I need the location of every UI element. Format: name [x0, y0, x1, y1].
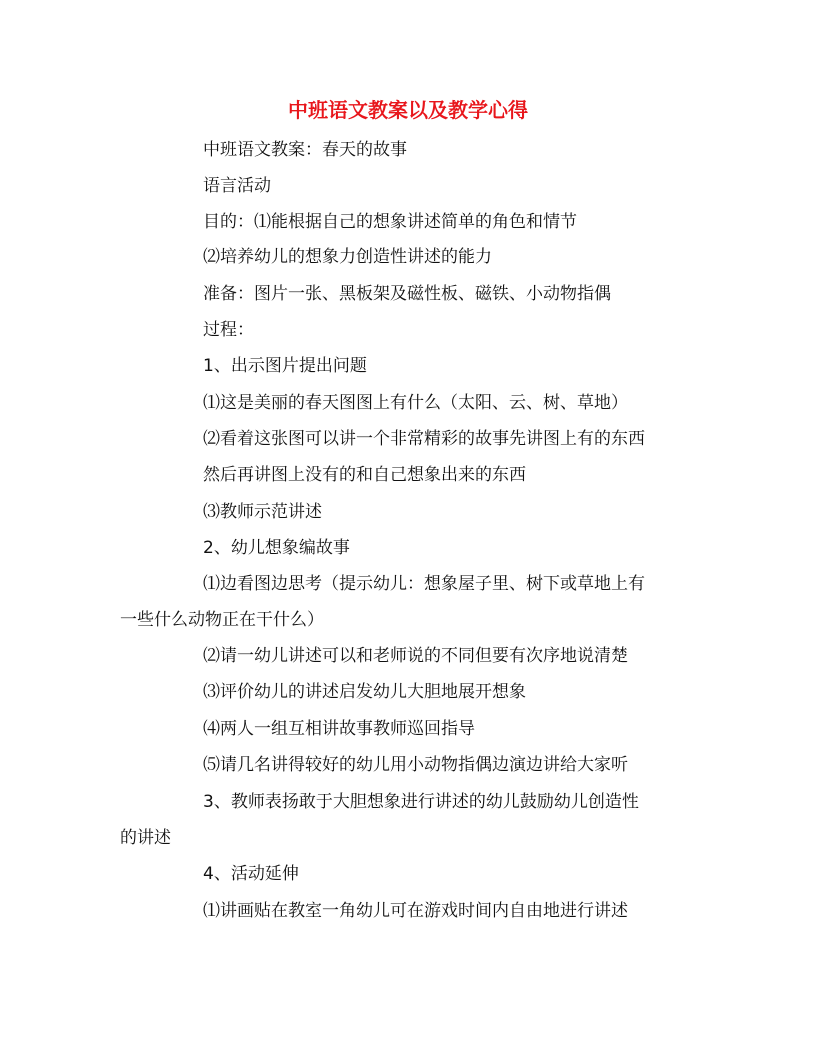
text-line: ⑷两人一组互相讲故事教师巡回指导	[203, 719, 475, 739]
text-line: ⑵看着这张图可以讲一个非常精彩的故事先讲图上有的东西	[203, 429, 645, 449]
text-line: ⑴这是美丽的春天图图上有什么（太阳、云、树、草地）	[203, 393, 628, 413]
section-heading: 3、教师表扬敢于大胆想象进行讲述的幼儿鼓励幼儿创造性	[203, 792, 639, 812]
text-line: ⑴边看图边思考（提示幼儿：想象屋子里、树下或草地上有	[203, 574, 645, 594]
section-heading: 2、幼儿想象编故事	[203, 538, 350, 558]
text-line: ⑵培养幼儿的想象力创造性讲述的能力	[203, 247, 492, 267]
document-title: 中班语文教案以及教学心得	[288, 98, 528, 122]
section-heading: 1、出示图片提出问题	[203, 356, 367, 376]
text-line: 准备：图片一张、黑板架及磁性板、磁铁、小动物指偶	[203, 284, 611, 304]
text-line: 的讲述	[120, 828, 171, 848]
text-line: ⑴讲画贴在教室一角幼儿可在游戏时间内自由地进行讲述	[203, 901, 628, 921]
text-line: 一些什么动物正在干什么）	[120, 610, 324, 630]
text-line: ⑶教师示范讲述	[203, 502, 322, 522]
text-line: ⑶评价幼儿的讲述启发幼儿大胆地展开想象	[203, 682, 526, 702]
text-line: 语言活动	[203, 176, 271, 196]
text-line: ⑵请一幼儿讲述可以和老师说的不同但要有次序地说清楚	[203, 646, 628, 666]
text-line: 目的：⑴能根据自己的想象讲述简单的角色和情节	[203, 212, 577, 232]
section-heading: 4、活动延伸	[203, 864, 299, 884]
text-line: 中班语文教案：春天的故事	[203, 140, 407, 160]
text-line: 然后再讲图上没有的和自己想象出来的东西	[203, 465, 526, 485]
text-line: 过程：	[203, 320, 254, 340]
text-line: ⑸请几名讲得较好的幼儿用小动物指偶边演边讲给大家听	[203, 755, 628, 775]
